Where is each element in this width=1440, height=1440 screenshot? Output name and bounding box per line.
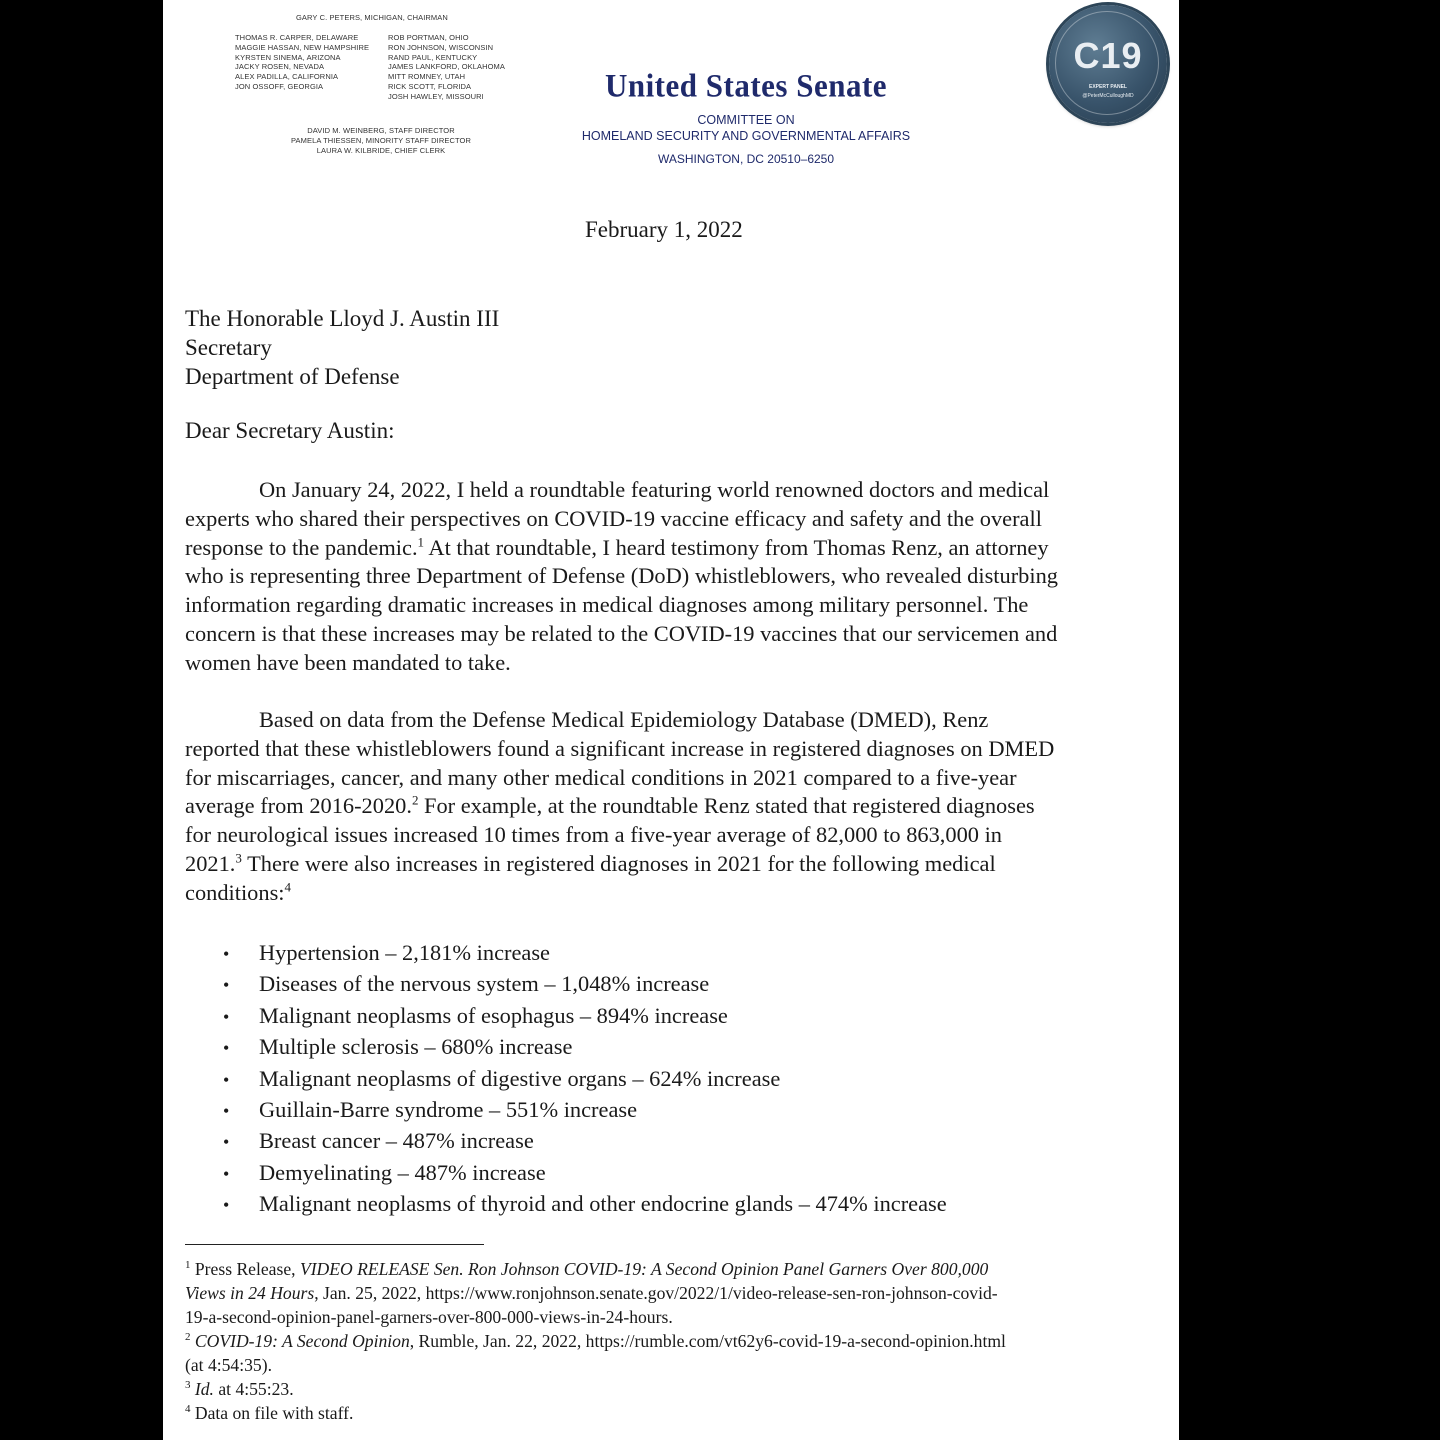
minority-members [388, 33, 505, 102]
member-name: JACKY ROSEN, NEVADA [235, 62, 325, 72]
member-name: ALEX PADILLA, CALIFORNIA [235, 72, 339, 82]
footnote-text: at 4:55:23. [213, 1379, 294, 1399]
recipient-line: The Honorable Lloyd J. Austin III [185, 306, 500, 331]
seal-handle: @PeterMcCulloughMD [1082, 93, 1134, 99]
footnote-text: (at 4:54:35). [185, 1355, 272, 1375]
staff-list [281, 126, 481, 155]
member-name: KYRSTEN SINEMA, ARIZONA [235, 52, 341, 62]
footnote-number: 4 [185, 1403, 191, 1416]
footnote-text: Data on file with staff. [190, 1403, 354, 1423]
text-line [185, 850, 1165, 879]
list-item-text: Hypertension – 2,181% increase [259, 940, 550, 965]
bullet-icon: • [223, 1006, 230, 1027]
list-item-text: Malignant neoplasms of esophagus – 894% increase [259, 1002, 728, 1028]
member-name: JAMES LANKFORD, OKLAHOMA [388, 62, 506, 72]
footnotes [185, 1257, 1175, 1425]
member-name: MITT ROMNEY, UTAH [388, 72, 466, 82]
text-span: 2021. [185, 850, 236, 876]
footnote-ref: 2 [411, 792, 419, 808]
senate-title: United States Senate [604, 67, 888, 104]
footnote-link[interactable]: 19-a-second-opinion-panel-garners-over-800-000-views-in-24-hours. [185, 1307, 673, 1327]
recipient-line: Secretary [185, 335, 272, 360]
list-item-text: Diseases of the nervous system – 1,048% increase [259, 971, 710, 997]
list-item [223, 1126, 947, 1157]
footnote-number: 2 [185, 1331, 191, 1344]
member-name: ROB PORTMAN, OHIO [388, 33, 469, 42]
letter-page [163, 0, 1179, 1440]
list-item-text: Multiple sclerosis – 680% increase [259, 1034, 573, 1060]
salutation: Dear Secretary Austin: [185, 418, 395, 443]
member-name: RICK SCOTT, FLORIDA [388, 81, 472, 91]
list-item-text: Guillain-Barre syndrome – 551% increase [259, 1097, 638, 1123]
footnote-2 [185, 1329, 1175, 1353]
text-line: Based on data from the Defense Medical Epidemiology Database (DMED), Renz [259, 707, 989, 732]
staff-name: PAMELA THIESSEN, MINORITY STAFF DIRECTOR [290, 135, 471, 145]
text-span: At that roundtable, I heard testimony from Thomas Renz, an attorney [424, 534, 1049, 560]
text-line: for miscarriages, cancer, and many other medical conditions in 2021 compared to a five-year [185, 764, 1017, 790]
text-line: women have been mandated to take. [185, 649, 511, 675]
condition-list [223, 938, 947, 1221]
list-item [223, 1001, 947, 1032]
text-line [185, 792, 1165, 821]
member-name: RAND PAUL, KENTUCKY [388, 52, 478, 62]
committee-address: WASHINGTON, DC 20510–6250 [657, 152, 835, 166]
recipient-block [185, 304, 499, 391]
list-item [223, 938, 947, 969]
list-item-text: Malignant neoplasms of thyroid and other endocrine glands – 474% increase [259, 1191, 947, 1217]
footnote-title: Views in 24 Hours [185, 1283, 315, 1303]
text-line: concern is that these increases may be related to the COVID-19 vaccines that our servicemen and [185, 620, 1058, 646]
list-item [223, 1032, 947, 1063]
footnote-number: 3 [185, 1379, 191, 1392]
list-item [223, 1095, 947, 1126]
bullet-icon: • [223, 1132, 230, 1153]
list-item [223, 1158, 947, 1189]
text-span: response to the pandemic. [185, 534, 418, 560]
bullet-icon: • [223, 1195, 230, 1216]
majority-members [235, 33, 369, 92]
text-line: On January 24, 2022, I held a roundtable featuring world renowned doctors and medical [259, 477, 1050, 502]
text-line [185, 879, 1165, 908]
footnote-title: COVID-19: A Second Opinion [190, 1331, 410, 1351]
committee-name [563, 112, 929, 144]
footnote-1-cont [185, 1305, 1175, 1329]
footnote-1-cont [185, 1281, 1175, 1305]
paragraph-dmed-data [185, 706, 1165, 908]
footnote-link[interactable]: , Jan. 25, 2022, https://www.ronjohnson.senate.gov/2022/1/video-release-sen-ron-johnson-covid- [314, 1283, 998, 1303]
committee-line: HOMELAND SECURITY AND GOVERNMENTAL AFFAIRS [581, 129, 911, 143]
chairman-line: GARY C. PETERS, MICHIGAN, CHAIRMAN [296, 13, 448, 22]
footnote-title: Id. [190, 1379, 214, 1399]
list-item [223, 1189, 947, 1220]
staff-name: LAURA W. KILBRIDE, CHIEF CLERK [316, 145, 446, 155]
bullet-icon: • [223, 1038, 230, 1059]
footnote-divider [185, 1244, 484, 1245]
list-item-text: Demyelinating – 487% increase [259, 1159, 546, 1185]
text-line: for neurological issues increased 10 times from a five-year average of 82,000 to 863,000 in [185, 822, 1002, 848]
paragraph-roundtable [185, 476, 1165, 678]
member-name: MAGGIE HASSAN, NEW HAMPSHIRE [235, 42, 370, 52]
footnote-link[interactable]: , Rumble, Jan. 22, 2022, https://rumble.com/vt62y6-covid-19-a-second-opinion.html [409, 1331, 1006, 1351]
bullet-icon: • [223, 1101, 230, 1122]
list-item-text: Breast cancer – 487% increase [259, 1128, 534, 1154]
text-span: For example, at the roundtable Renz stated that registered diagnoses [418, 793, 1035, 819]
member-name: RON JOHNSON, WISCONSIN [388, 42, 494, 52]
footnote-ref: 4 [284, 879, 292, 895]
footnote-4 [185, 1401, 1175, 1425]
footnote-ref: 3 [235, 850, 242, 866]
staff-name: DAVID M. WEINBERG, STAFF DIRECTOR [307, 126, 455, 135]
bullet-icon: • [223, 944, 230, 964]
text-span: conditions: [185, 879, 285, 905]
committee-line: COMMITTEE ON [697, 113, 795, 127]
text-line [185, 534, 1165, 563]
footnote-2-cont [185, 1353, 1175, 1377]
text-line: reported that these whistleblowers found a significant increase in registered diagnoses on DMED [185, 735, 1055, 761]
list-item [223, 969, 947, 1000]
bullet-icon: • [223, 1163, 230, 1184]
footnote-text: Press Release, [190, 1259, 300, 1279]
member-name: JOSH HAWLEY, MISSOURI [388, 91, 484, 101]
letter-date: February 1, 2022 [585, 217, 743, 242]
bullet-icon: • [223, 975, 230, 996]
c19-expert-panel-seal [1049, 5, 1167, 123]
footnote-1 [185, 1257, 1175, 1281]
list-item-text: Malignant neoplasms of digestive organs – 624% increase [259, 1065, 781, 1091]
text-span: There were also increases in registered diagnoses in 2021 for the following medical [241, 850, 996, 876]
text-line: experts who shared their perspectives on COVID-19 vaccine efficacy and safety and the overall [185, 505, 1042, 531]
recipient-line: Department of Defense [185, 364, 400, 389]
member-name: THOMAS R. CARPER, DELAWARE [235, 33, 359, 42]
list-item [223, 1064, 947, 1095]
footnote-3 [185, 1377, 1175, 1401]
footnote-ref: 1 [417, 534, 425, 550]
text-line: who is representing three Department of Defense (DoD) whistleblowers, who revealed disturbing [185, 563, 1058, 589]
member-name: JON OSSOFF, GEORGIA [235, 81, 324, 91]
text-span: average from 2016-2020. [185, 793, 412, 819]
seal-subtitle: EXPERT PANEL [1089, 84, 1127, 90]
footnote-number: 1 [185, 1259, 191, 1272]
text-line: information regarding dramatic increases in medical diagnoses among military personnel. The [185, 592, 1029, 618]
senate-masthead [563, 66, 929, 167]
footnote-title: VIDEO RELEASE Sen. Ron Johnson COVID-19: A Second Opinion Panel Garners Over 800,000 [299, 1259, 989, 1279]
seal-title: C19 [1073, 35, 1143, 76]
bullet-icon: • [223, 1069, 230, 1090]
